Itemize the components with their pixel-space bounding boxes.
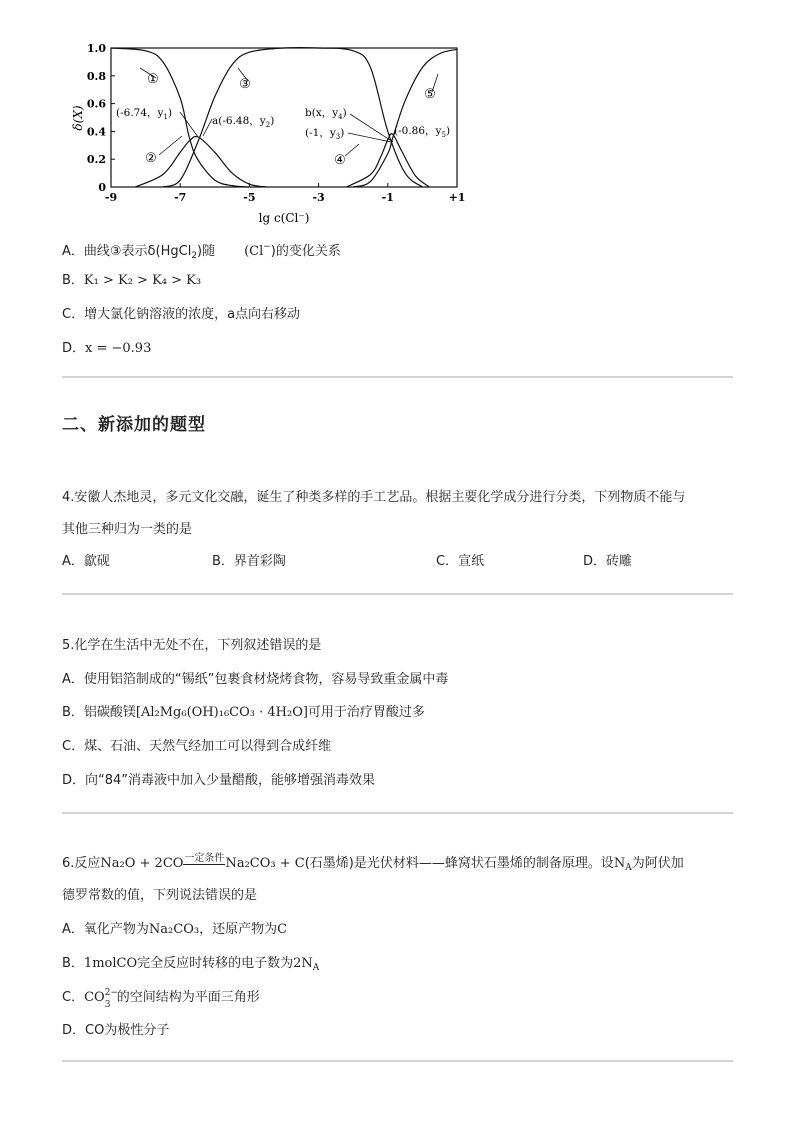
x-tick-label: -1 — [381, 191, 394, 204]
x-tick-label: -7 — [174, 191, 187, 204]
q5-option-d[interactable]: D．向“84”消毒液中加入少量醋酸，能够增强消毒效果 — [62, 773, 376, 788]
q5-option-b[interactable]: B．铝碳酸镁[Al₂Mg₆(OH)₁₆CO₃ · 4H₂O]可用于治疗胃酸过多 — [62, 705, 425, 720]
divider — [62, 376, 733, 378]
distribution-chart — [60, 36, 480, 226]
series-curve-5 — [353, 49, 457, 187]
series-marker-1: ① — [147, 72, 159, 87]
y-tick-label: 0.2 — [86, 153, 106, 167]
callout-line — [180, 112, 198, 137]
reaction-arrow: 一定条件 — [184, 853, 225, 864]
callout-line — [159, 136, 182, 155]
q4-option-d[interactable]: D．砖雕 — [583, 554, 633, 569]
q3-option-b[interactable]: B．K₁ > K₂ > K₄ > K₃ — [62, 273, 202, 288]
q4-stem-line2: 其他三种归为一类的是 — [62, 522, 193, 537]
q4-option-b[interactable]: B．界首彩陶 — [212, 554, 286, 569]
q5-stem: 5.化学在生活中无处不在，下列叙述错误的是 — [62, 638, 322, 653]
series-marker-2: ② — [145, 151, 157, 166]
annotation-p5: (-0.86，$y_5$) — [394, 125, 451, 139]
section-title: 二、新添加的题型 — [62, 415, 206, 435]
q6-stem-line2: 德罗常数的值，下列说法错误的是 — [62, 888, 258, 903]
q4-option-c[interactable]: C．宣纸 — [436, 554, 485, 569]
y-axis-label: δ(X) — [71, 105, 85, 131]
y-tick-label: 1.0 — [86, 42, 106, 55]
q3-option-d[interactable]: D．x = −0.93 — [62, 341, 152, 356]
q4-option-a[interactable]: A．歙砚 — [62, 554, 110, 569]
q6-option-c[interactable]: C．CO 2− 3 的空间结构为平面三角形 — [62, 988, 260, 1010]
y-tick-label: 0.4 — [86, 125, 106, 139]
series-marker-4: ④ — [334, 153, 346, 168]
divider — [62, 593, 733, 595]
y-tick-label: 0 — [98, 181, 106, 194]
q6-stem-line1: 6.反应Na₂O + 2CO一定条件Na₂CO₃ + C(石墨烯)是光伏材料——蜂窝状石墨烯的制备原理。设$N_A$为阿伏加 — [62, 853, 684, 873]
callout-line — [203, 119, 212, 136]
q3-option-c[interactable]: C．增大氯化钠溶液的浓度，a点向右移动 — [62, 307, 301, 322]
q5-option-a[interactable]: A．使用铝箔制成的“锡纸”包裹食材烧烤食物，容易导致重金属中毒 — [62, 672, 449, 687]
annotation-a: a(-6.48，$y_2$) — [212, 115, 275, 129]
y-tick-label: 0.6 — [86, 97, 106, 111]
q6-option-a[interactable]: A．氧化产物为Na₂CO₃，还原产物为C — [62, 922, 288, 937]
series-marker-3: ③ — [239, 77, 251, 92]
callout-line — [348, 133, 391, 142]
series-marker-5: ⑤ — [424, 87, 436, 102]
x-tick-label: -5 — [243, 191, 256, 204]
q3-option-a[interactable]: A．曲线③表示δ(HgCl$_2$)随 (Cl−)的变化关系 — [62, 242, 341, 261]
q6-option-b[interactable]: B．1molCO完全反应时转移的电子数为$2N_A$ — [62, 956, 320, 973]
x-tick-label: +1 — [448, 191, 466, 204]
annotation-p1: (-6.74，$y_1$) — [116, 107, 173, 121]
divider — [62, 812, 733, 814]
q4-stem-line1: 4.安徽人杰地灵，多元文化交融，诞生了种类多样的手工艺品。根据主要化学成分进行分类，下列物质不能与 — [62, 490, 686, 505]
y-tick-label: 0.8 — [86, 69, 106, 83]
annotation-p3: (-1，$y_3$) — [305, 127, 345, 141]
callout-line — [345, 144, 359, 156]
x-tick-label: -3 — [312, 191, 325, 204]
q5-option-c[interactable]: C．煤、石油、天然气经加工可以得到合成纤维 — [62, 739, 332, 754]
q6-option-d[interactable]: D．CO为极性分子 — [62, 1023, 170, 1038]
x-tick-label: -9 — [104, 191, 118, 204]
annotation-b: b(x，$y_4$) — [305, 107, 347, 121]
divider — [62, 1060, 733, 1062]
x-axis-label: lg c(Cl⁻) — [258, 211, 310, 225]
